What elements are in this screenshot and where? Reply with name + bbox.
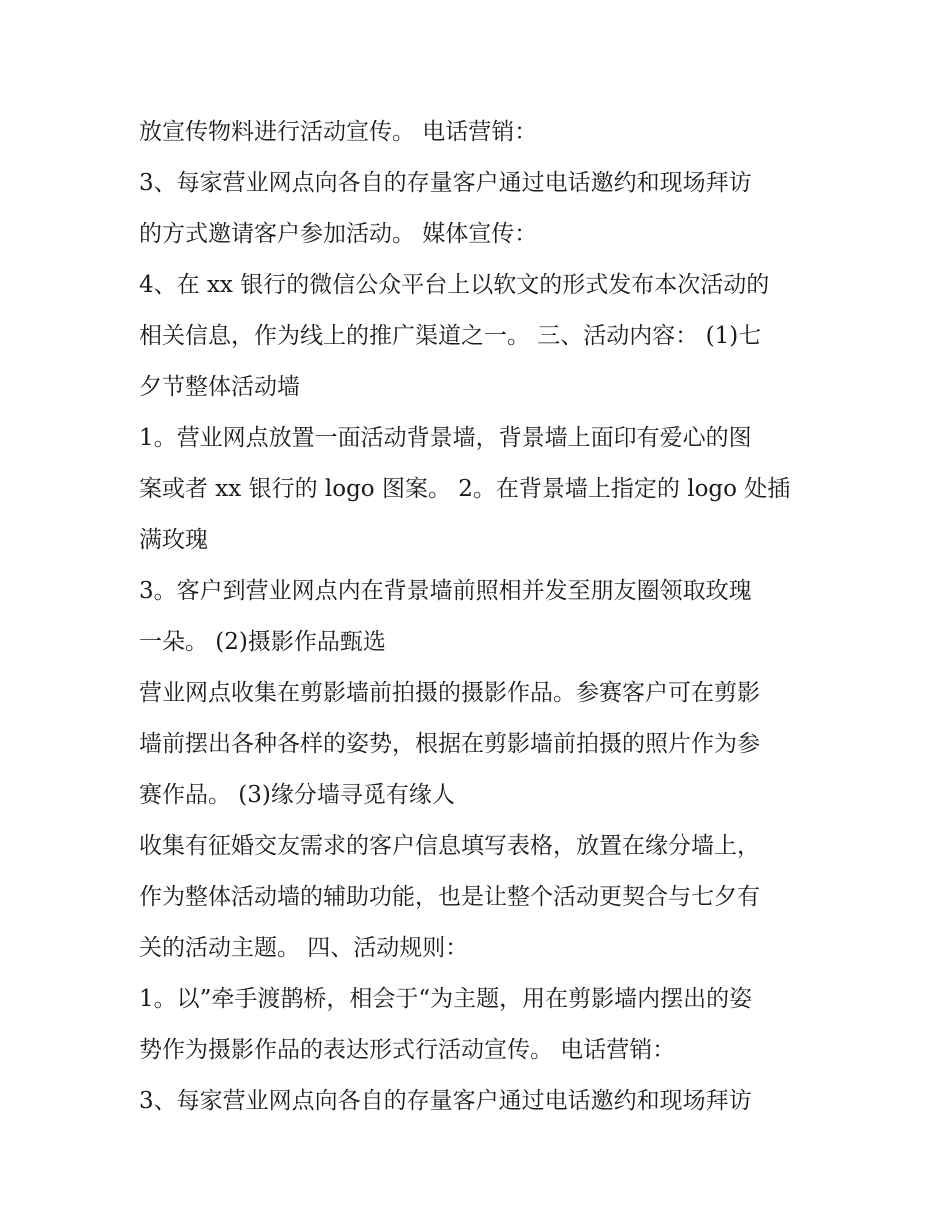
text-line-1: 放宣传物料进行活动宣传。 电话营销： <box>139 119 538 145</box>
text-line-16: 作为整体活动墙的辅助功能，也是让整个活动更契合与七夕有 <box>139 884 760 910</box>
text-line-8: 案或者 xx 银行的 logo 图案。 2。在背景墙上指定的 logo 处插 <box>139 476 791 502</box>
text-line-5: 相关信息，作为线上的推广渠道之一。 三、活动内容： (1)七 <box>139 323 762 349</box>
text-line-6: 夕节整体活动墙 <box>139 374 300 400</box>
text-line-20: 3、每家营业网点向各自的存量客户通过电话邀约和现场拜访 <box>139 1088 752 1114</box>
text-line-10: 3。客户到营业网点内在背景墙前照相并发至朋友圈领取玫瑰 <box>139 578 752 604</box>
text-line-14: 赛作品。 (3)缘分墙寻觅有缘人 <box>139 782 455 808</box>
document-body <box>139 107 819 1127</box>
text-line-13: 墙前摆出各种各样的姿势，根据在剪影墙前拍摄的照片作为参 <box>139 731 760 757</box>
text-line-3: 的方式邀请客户参加活动。 媒体宣传： <box>139 221 538 247</box>
text-line-2: 3、每家营业网点向各自的存量客户通过电话邀约和现场拜访 <box>139 170 752 196</box>
text-line-19: 势作为摄影作品的表达形式行活动宣传。 电话营销： <box>139 1037 676 1063</box>
text-line-11: 一朵。 (2)摄影作品甄选 <box>139 629 386 655</box>
text-line-9: 满玫瑰 <box>139 527 208 553</box>
text-line-7: 1。营业网点放置一面活动背景墙，背景墙上面印有爱心的图 <box>139 425 752 451</box>
text-line-12: 营业网点收集在剪影墙前拍摄的摄影作品。参赛客户可在剪影 <box>139 680 760 706</box>
text-line-15: 收集有征婚交友需求的客户信息填写表格，放置在缘分墙上， <box>139 833 760 859</box>
text-line-18: 1。以”牵手渡鹊桥，相会于“为主题，用在剪影墙内摆出的姿 <box>139 986 753 1012</box>
text-line-4: 4、在 xx 银行的微信公众平台上以软文的形式发布本次活动的 <box>139 272 770 298</box>
text-line-17: 关的活动主题。 四、活动规则： <box>139 935 469 961</box>
